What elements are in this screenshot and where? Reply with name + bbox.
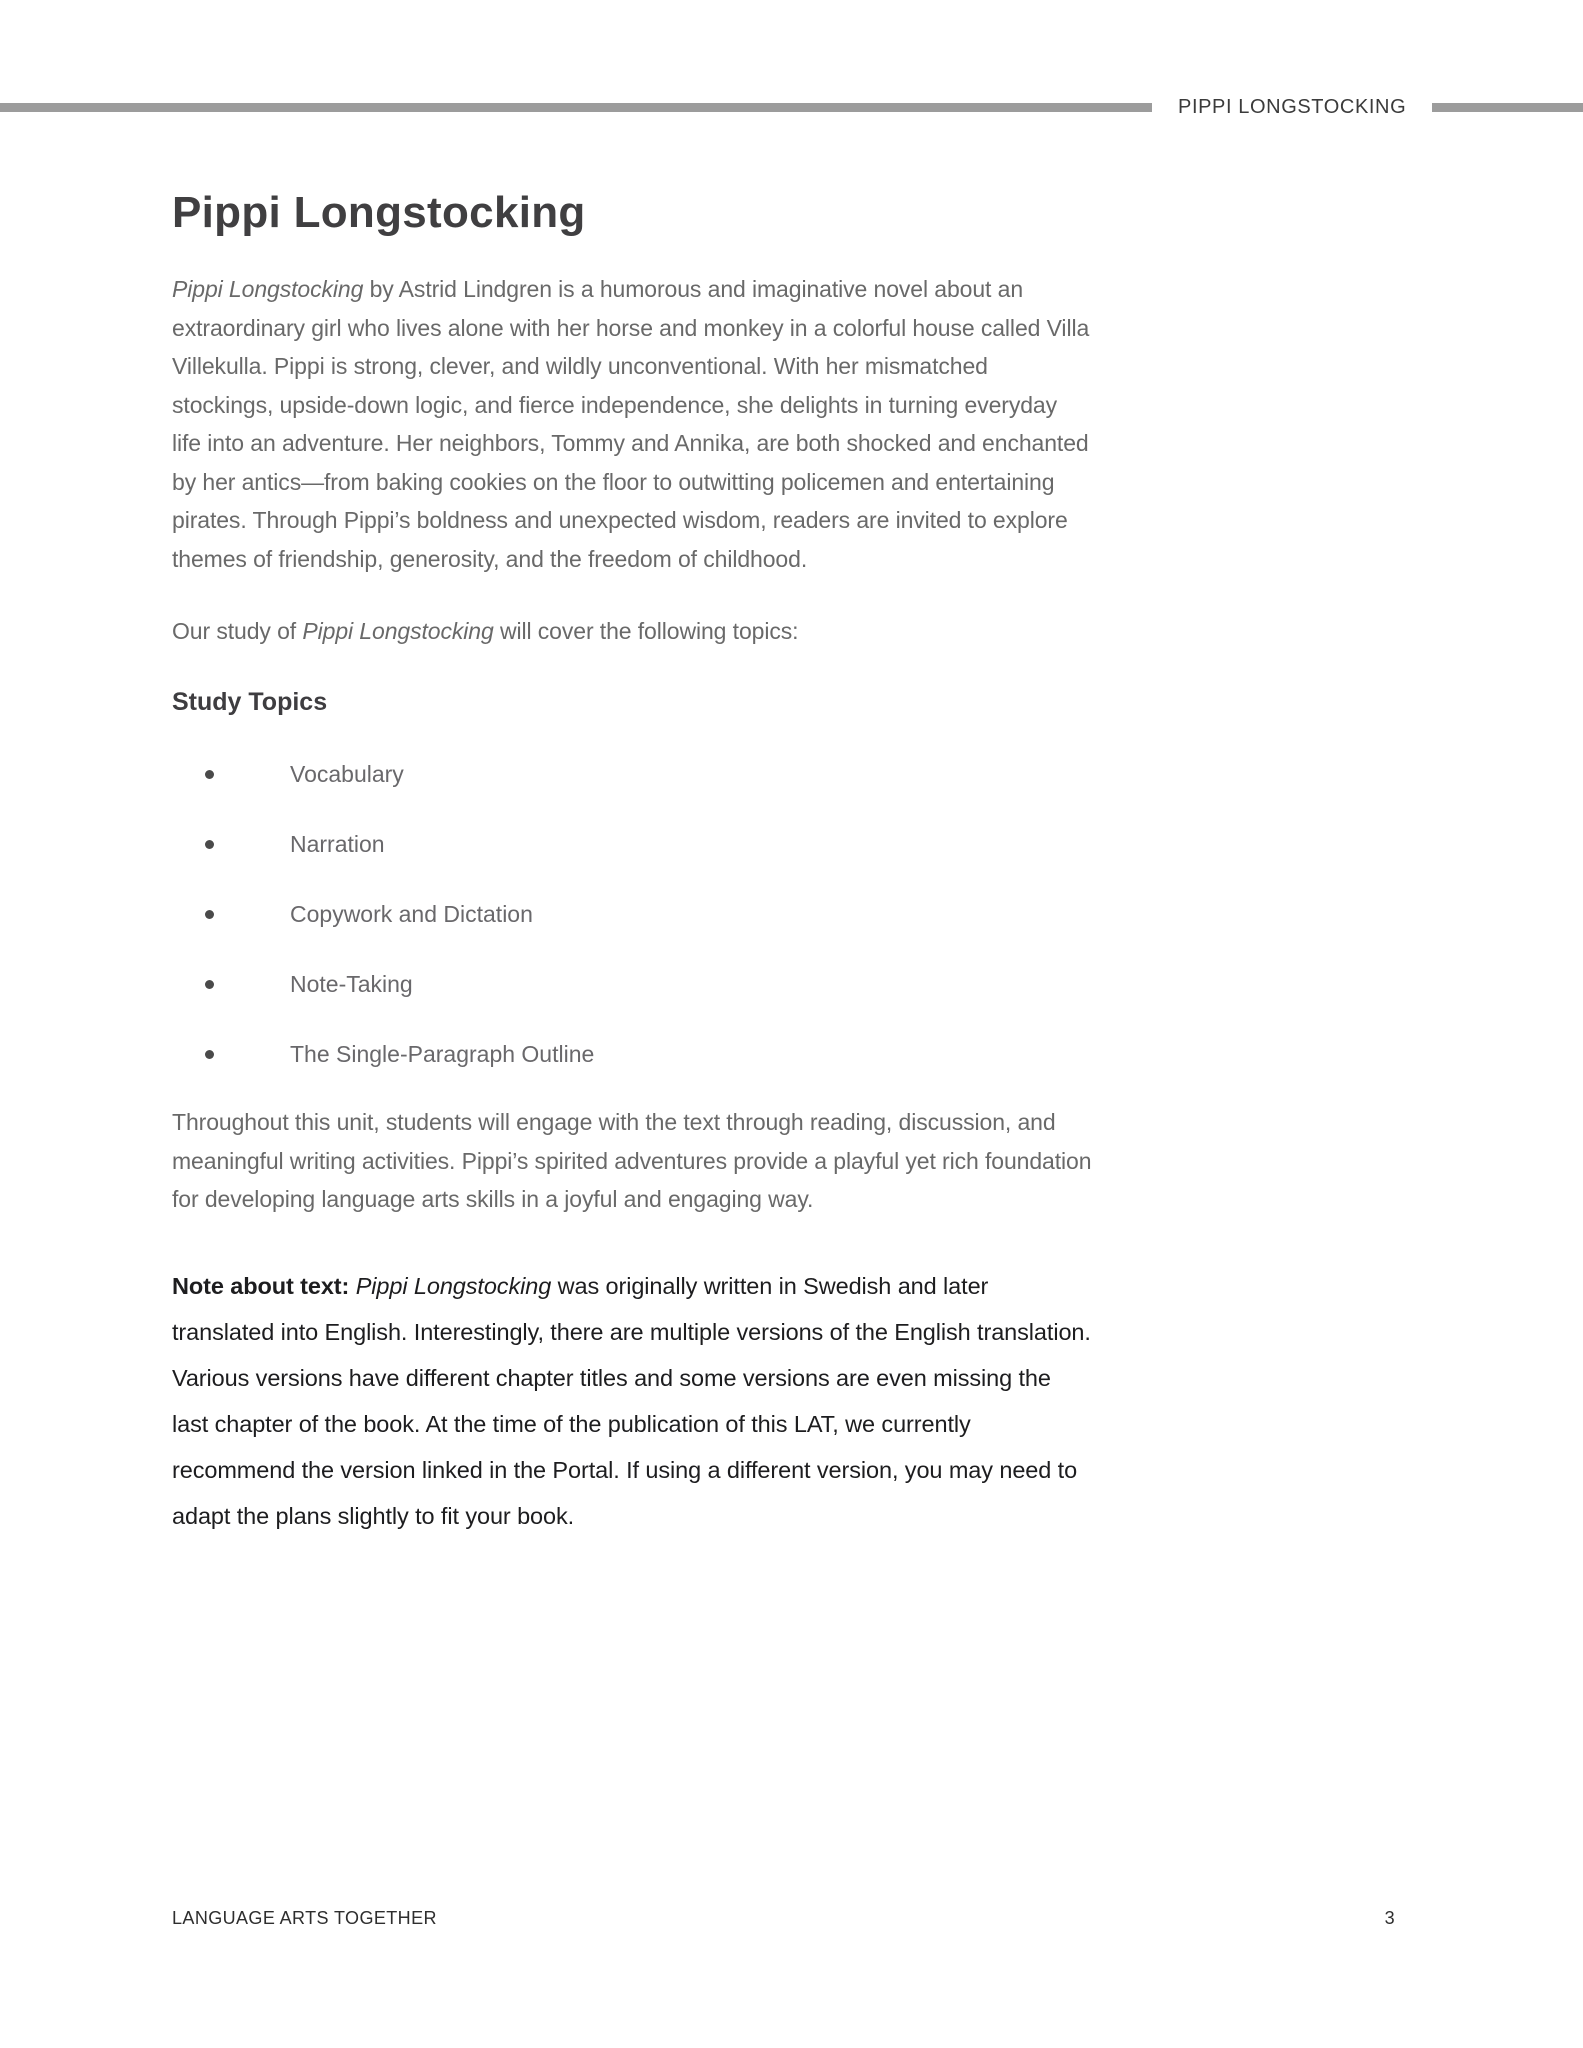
intro-paragraph-text: by Astrid Lindgren is a humorous and imaginative novel about an extraordinary girl who lives alone with her horse and monkey in a colorful house called Villa Villekulla. Pippi is strong, clever, and wildly unconventional. With her mismatched stockings, upside-down logic, and fierce independence, she delights in turning everyday life into an adventure. Her neighbors, Tommy and Annika, are both shocked and enchanted by her antics—from baking cookies on the floor to outwitting policemen and entertaining pirates. Through Pippi’s boldness and unexpected wisdom, readers are invited to explore themes of friendship, generosity, and the freedom of childhood. xyxy=(172,276,1090,572)
bullet-icon xyxy=(205,770,214,779)
bullet-icon xyxy=(205,980,214,989)
page-footer xyxy=(172,1908,1395,1929)
book-title-italic: Pippi Longstocking xyxy=(302,618,494,645)
note-paragraph-text: was originally written in Swedish and later translated into English. Interestingly, there are multiple versions of the English translation. Various versions have different chapter titles and some versions are even missing the last chapter of the book. At the time of the publication of this LAT, we currently recommend the version linked in the Portal. If using a different version, you may need to adapt the plans slightly to fit your book. xyxy=(172,1272,1091,1529)
list-item-label: Copywork and Dictation xyxy=(290,901,533,928)
study-line-suffix: will cover the following topics: xyxy=(493,618,799,645)
bullet-icon xyxy=(205,840,214,849)
list-item-label: Vocabulary xyxy=(290,761,404,788)
list-item-label: Note-Taking xyxy=(290,971,413,998)
book-title-italic: Pippi Longstocking xyxy=(172,276,364,303)
list-item xyxy=(172,760,1092,789)
running-header-label: PIPPI LONGSTOCKING xyxy=(1178,96,1407,118)
list-item xyxy=(172,970,1092,999)
page-number: 3 xyxy=(1384,1908,1395,1928)
intro-paragraph xyxy=(172,270,1092,578)
unit-paragraph: Throughout this unit, students will engage with the text through reading, discussion, and meaningful writing activities. Pippi’s spirited adventures provide a playful yet rich foundation for developing language arts skills in a joyful and engaging way. xyxy=(172,1109,1092,1213)
content-column xyxy=(172,0,1092,1539)
book-title-italic: Pippi Longstocking xyxy=(349,1272,552,1299)
list-item-label: Narration xyxy=(290,831,385,858)
list-item xyxy=(172,900,1092,929)
study-line xyxy=(172,612,1092,651)
study-topics-list xyxy=(172,760,1092,1069)
page-title: Pippi Longstocking xyxy=(172,188,586,237)
header-rule-right xyxy=(1432,103,1583,112)
study-topics-heading: Study Topics xyxy=(172,687,328,716)
footer-brand-label: LANGUAGE ARTS TOGETHER xyxy=(172,1908,437,1928)
list-item xyxy=(172,830,1092,859)
note-about-text-paragraph xyxy=(172,1263,1092,1539)
bullet-icon xyxy=(205,910,214,919)
list-item xyxy=(172,1040,1092,1069)
list-item-label: The Single-Paragraph Outline xyxy=(290,1041,595,1068)
note-lead-bold: Note about text: xyxy=(172,1272,350,1299)
study-line-prefix: Our study of xyxy=(172,618,303,645)
bullet-icon xyxy=(205,1050,214,1059)
